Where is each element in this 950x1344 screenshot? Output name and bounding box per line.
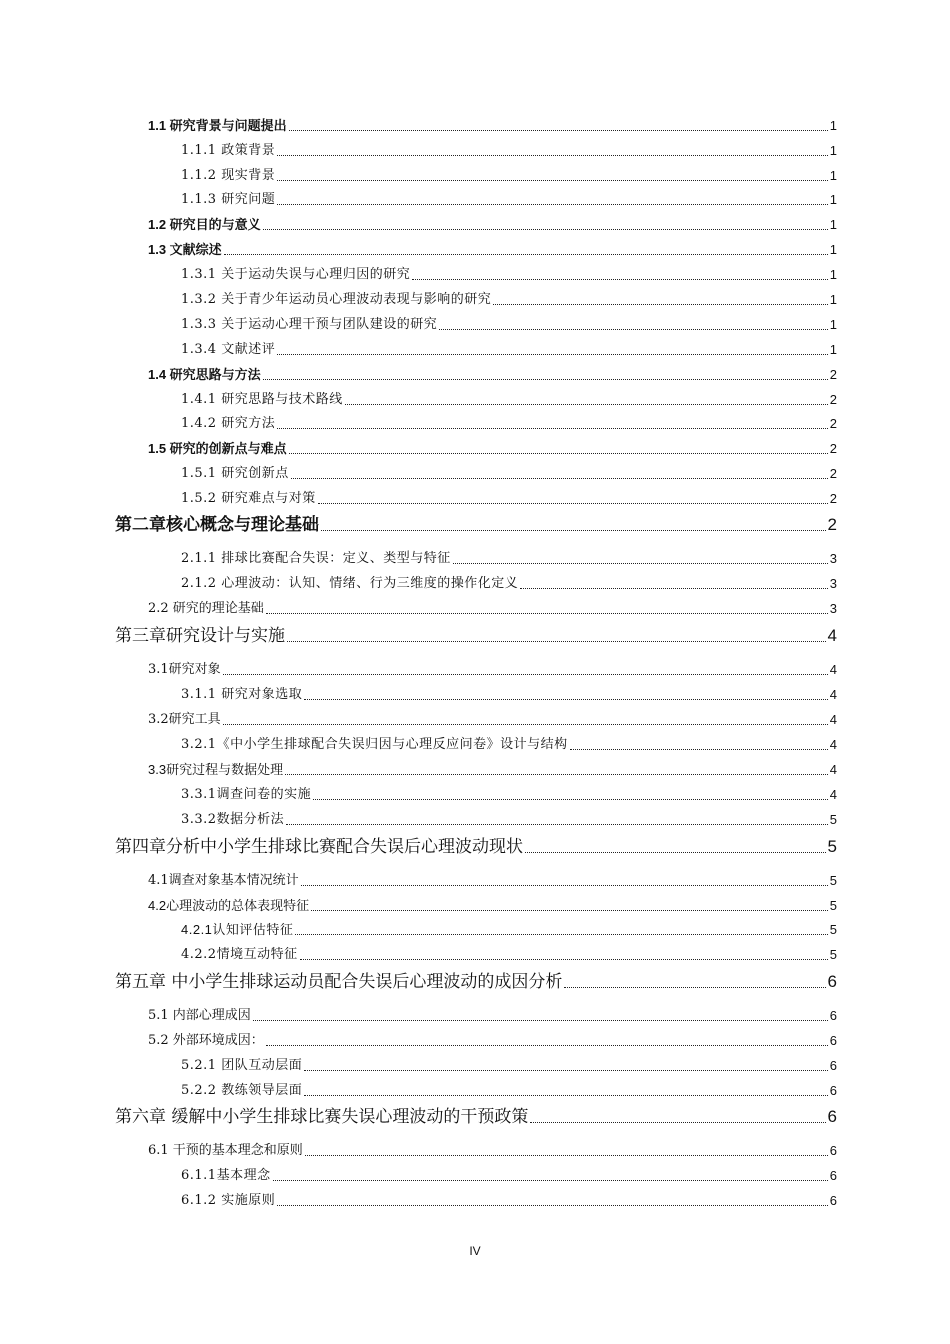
toc-entry-page: 1 (829, 242, 837, 257)
toc-entry[interactable] (181, 786, 837, 804)
toc-entry-title: 5.2.2 教练领导层面 (181, 1083, 303, 1098)
toc-entry[interactable] (181, 946, 837, 964)
toc-entry[interactable] (148, 1142, 837, 1160)
toc-entry-page: 4 (829, 787, 837, 802)
toc-entry-title: 2.2 研究的理论基础 (148, 601, 264, 616)
dot-leader (223, 723, 828, 725)
dot-leader (277, 203, 828, 205)
dot-leader (277, 179, 828, 181)
toc-entry-title: 1.5.2 研究难点与对策 (181, 491, 316, 506)
toc-entry-page: 6 (829, 1033, 837, 1048)
dot-leader (570, 748, 828, 750)
toc-entry-page: 2 (829, 367, 837, 382)
toc-entry-page: 5 (829, 873, 837, 888)
toc-entry[interactable] (181, 1082, 837, 1100)
toc-entry-page: 1 (829, 192, 837, 207)
toc-entry-page: 1 (829, 217, 837, 232)
toc-entry-title: 3.3.1调查问卷的实施 (181, 787, 312, 802)
dot-leader (305, 1154, 828, 1156)
toc-entry-title: 5.2 外部环境成因： (148, 1033, 264, 1048)
toc-entry[interactable] (148, 241, 837, 259)
toc-entry[interactable] (148, 600, 837, 618)
toc-entry-title: 2.1.1 排球比赛配合失误：定义、类型与特征 (181, 551, 451, 566)
toc-entry-title: 1.3 文献综述 (148, 242, 222, 257)
toc-chapter[interactable] (115, 625, 837, 647)
dot-leader (453, 562, 828, 564)
toc-entry[interactable] (181, 316, 837, 334)
toc-entry[interactable] (181, 921, 837, 939)
toc-entry-page: 5 (829, 898, 837, 913)
toc-entry[interactable] (181, 191, 837, 209)
dot-leader (253, 1019, 828, 1021)
toc-chapter-page: 6 (827, 1107, 837, 1126)
toc-entry-title: 6.1.2 实施原则 (181, 1193, 276, 1208)
toc-entry[interactable] (148, 216, 837, 234)
toc-entry-title: 1.1.2 现实背景 (181, 168, 276, 183)
dot-leader (412, 278, 828, 280)
dot-leader (277, 1204, 828, 1206)
toc-entry[interactable] (148, 117, 837, 135)
dot-leader (304, 698, 828, 700)
dot-leader (285, 773, 828, 775)
toc-entry[interactable] (181, 291, 837, 309)
toc-entry[interactable] (148, 1032, 837, 1050)
dot-leader (263, 378, 828, 380)
toc-entry-title: 3.1研究对象 (148, 662, 221, 677)
toc-entry-title: 3.3研究过程与数据处理 (148, 762, 284, 777)
dot-leader (295, 933, 827, 935)
dot-leader (289, 452, 828, 454)
toc-entry-title: 1.3.2 关于青少年运动员心理波动表现与影响的研究 (181, 292, 492, 307)
dot-leader (300, 958, 828, 960)
toc-entry-page: 6 (829, 1143, 837, 1158)
dot-leader (266, 1044, 828, 1046)
toc-entry-title: 2.1.2 心理波动：认知、情绪、行为三维度的操作化定义 (181, 576, 519, 591)
dot-leader (318, 502, 828, 504)
toc-entry[interactable] (181, 1167, 837, 1185)
toc-entry-page: 3 (829, 551, 837, 566)
toc-entry-page: 2 (829, 392, 837, 407)
toc-chapter[interactable] (115, 971, 837, 993)
toc-entry-page: 1 (829, 292, 837, 307)
toc-entry[interactable] (181, 550, 837, 568)
toc-entry-title: 1.3.4 文献述评 (181, 342, 276, 357)
toc-entry[interactable] (148, 897, 837, 915)
toc-chapter-page: 4 (827, 626, 837, 645)
toc-entry[interactable] (148, 872, 837, 890)
toc-entry-page: 1 (829, 267, 837, 282)
toc-chapter-page: 5 (827, 837, 837, 856)
toc-entry-title: 4.2.2情境互动特征 (181, 947, 298, 962)
toc-entry-page: 4 (829, 687, 837, 702)
dot-leader (289, 129, 828, 131)
toc-entry-title: 3.3.2数据分析法 (181, 812, 285, 827)
toc-entry-page: 6 (829, 1008, 837, 1023)
dot-leader (224, 253, 828, 255)
toc-entry-page: 6 (829, 1058, 837, 1073)
toc-entry-title: 3.1.1 研究对象选取 (181, 687, 303, 702)
toc-entry[interactable] (148, 761, 837, 779)
dot-leader (286, 823, 828, 825)
toc-entry[interactable] (181, 736, 837, 754)
toc-entry-page: 4 (829, 662, 837, 677)
toc-entry[interactable] (181, 1192, 837, 1210)
dot-leader (291, 477, 828, 479)
toc-entry-page: 5 (829, 922, 837, 937)
toc-entry[interactable] (181, 490, 837, 508)
toc-entry-title: 1.2 研究目的与意义 (148, 217, 261, 232)
toc-entry-page: 6 (829, 1083, 837, 1098)
toc-entry-title: 1.1.3 研究问题 (181, 192, 276, 207)
toc-entry-title: 1.1.1 政策背景 (181, 143, 276, 158)
dot-leader (277, 427, 828, 429)
dot-leader (345, 403, 828, 405)
toc-entry-title: 4.1调查对象基本情况统计 (148, 873, 299, 888)
toc-entry-page: 4 (829, 762, 837, 777)
dot-leader (313, 798, 828, 800)
toc-entry[interactable] (181, 341, 837, 359)
toc-chapter-title: 第四章分析中小学生排球比赛配合失误后心理波动现状 (115, 837, 523, 857)
toc-entry-page: 2 (829, 416, 837, 431)
dot-leader (525, 851, 826, 853)
toc-entry-title: 1.5 研究的创新点与难点 (148, 441, 287, 456)
toc-chapter[interactable] (115, 1106, 837, 1128)
toc-entry-page: 2 (829, 491, 837, 506)
dot-leader (564, 986, 825, 988)
toc-entry-page: 2 (829, 466, 837, 481)
toc-entry[interactable] (181, 142, 837, 160)
toc-chapter-page: 6 (827, 972, 837, 991)
toc-entry-title: 1.3.3 关于运动心理干预与团队建设的研究 (181, 317, 438, 332)
toc-entry-title: 4.2.1认知评估特征 (181, 922, 294, 937)
toc-chapter-title: 第三章研究设计与实施 (115, 626, 285, 646)
dot-leader (304, 1069, 828, 1071)
toc-entry-page: 3 (829, 601, 837, 616)
toc-entry[interactable] (148, 711, 837, 729)
toc-entry-title: 1.5.1 研究创新点 (181, 466, 289, 481)
dot-leader (493, 303, 828, 305)
dot-leader (304, 1094, 828, 1096)
dot-leader (311, 909, 828, 911)
toc-entry-page: 1 (829, 143, 837, 158)
toc-chapter-title: 第二章核心概念与理论基础 (115, 515, 319, 534)
toc-chapter-page: 2 (827, 515, 837, 534)
dot-leader (439, 328, 828, 330)
toc-entry[interactable] (181, 391, 837, 409)
toc-entry[interactable] (148, 440, 837, 458)
toc-entry-title: 5.2.1 团队互动层面 (181, 1058, 303, 1073)
toc-entry[interactable] (181, 575, 837, 593)
toc-entry-title: 1.4.2 研究方法 (181, 416, 276, 431)
dot-leader (321, 529, 826, 531)
toc-entry[interactable] (181, 1057, 837, 1075)
toc-entry[interactable] (181, 415, 837, 433)
toc-entry-page: 2 (829, 441, 837, 456)
toc-entry-page: 5 (829, 947, 837, 962)
page-number: IV (469, 1244, 481, 1258)
toc-entry-title: 1.4 研究思路与方法 (148, 367, 261, 382)
toc-entry[interactable] (148, 661, 837, 679)
dot-leader (277, 353, 828, 355)
toc-chapter-title: 第六章 缓解中小学生排球比赛失误心理波动的干预政策 (115, 1107, 529, 1127)
toc-entry-page: 1 (829, 118, 837, 133)
toc-entry-title: 1.4.1 研究思路与技术路线 (181, 392, 343, 407)
toc-entry[interactable] (181, 811, 837, 829)
toc-entry-title: 4.2心理波动的总体表现特征 (148, 898, 310, 913)
dot-leader (266, 612, 828, 614)
toc-entry[interactable] (181, 686, 837, 704)
toc-entry-page: 1 (829, 168, 837, 183)
dot-leader (530, 1121, 825, 1123)
dot-leader (277, 154, 828, 156)
toc-entry-page: 6 (829, 1168, 837, 1183)
toc-entry-page: 1 (829, 317, 837, 332)
toc-entry-title: 6.1 干预的基本理念和原则 (148, 1143, 303, 1158)
toc-entry[interactable] (148, 1007, 837, 1025)
dot-leader (520, 587, 828, 589)
toc-entry-title: 5.1 内部心理成因 (148, 1008, 251, 1023)
toc-entry[interactable] (148, 366, 837, 384)
toc-entry-page: 4 (829, 737, 837, 752)
toc-entry-page: 1 (829, 342, 837, 357)
dot-leader (301, 884, 828, 886)
dot-leader (263, 228, 828, 230)
toc-entry-page: 3 (829, 576, 837, 591)
toc-chapter[interactable] (115, 514, 837, 536)
toc-entry-title: 6.1.1基本理念 (181, 1168, 271, 1183)
toc-entry-title: 1.3.1 关于运动失误与心理归因的研究 (181, 267, 411, 282)
toc-entry-page: 5 (829, 812, 837, 827)
toc-entry[interactable] (181, 266, 837, 284)
toc-entry[interactable] (181, 465, 837, 483)
toc-entry-page: 6 (829, 1193, 837, 1208)
toc-entry[interactable] (181, 167, 837, 185)
toc-chapter-title: 第五章 中小学生排球运动员配合失误后心理波动的成因分析 (115, 972, 563, 992)
dot-leader (287, 640, 826, 642)
toc-entry-page: 4 (829, 712, 837, 727)
dot-leader (223, 673, 828, 675)
toc-entry-title: 3.2研究工具 (148, 712, 221, 727)
toc-chapter[interactable] (115, 836, 837, 858)
dot-leader (273, 1179, 828, 1181)
toc-entry-title: 1.1 研究背景与问题提出 (148, 118, 287, 133)
toc-entry-title: 3.2.1《中小学生排球配合失误归因与心理反应问卷》设计与结构 (181, 737, 568, 752)
